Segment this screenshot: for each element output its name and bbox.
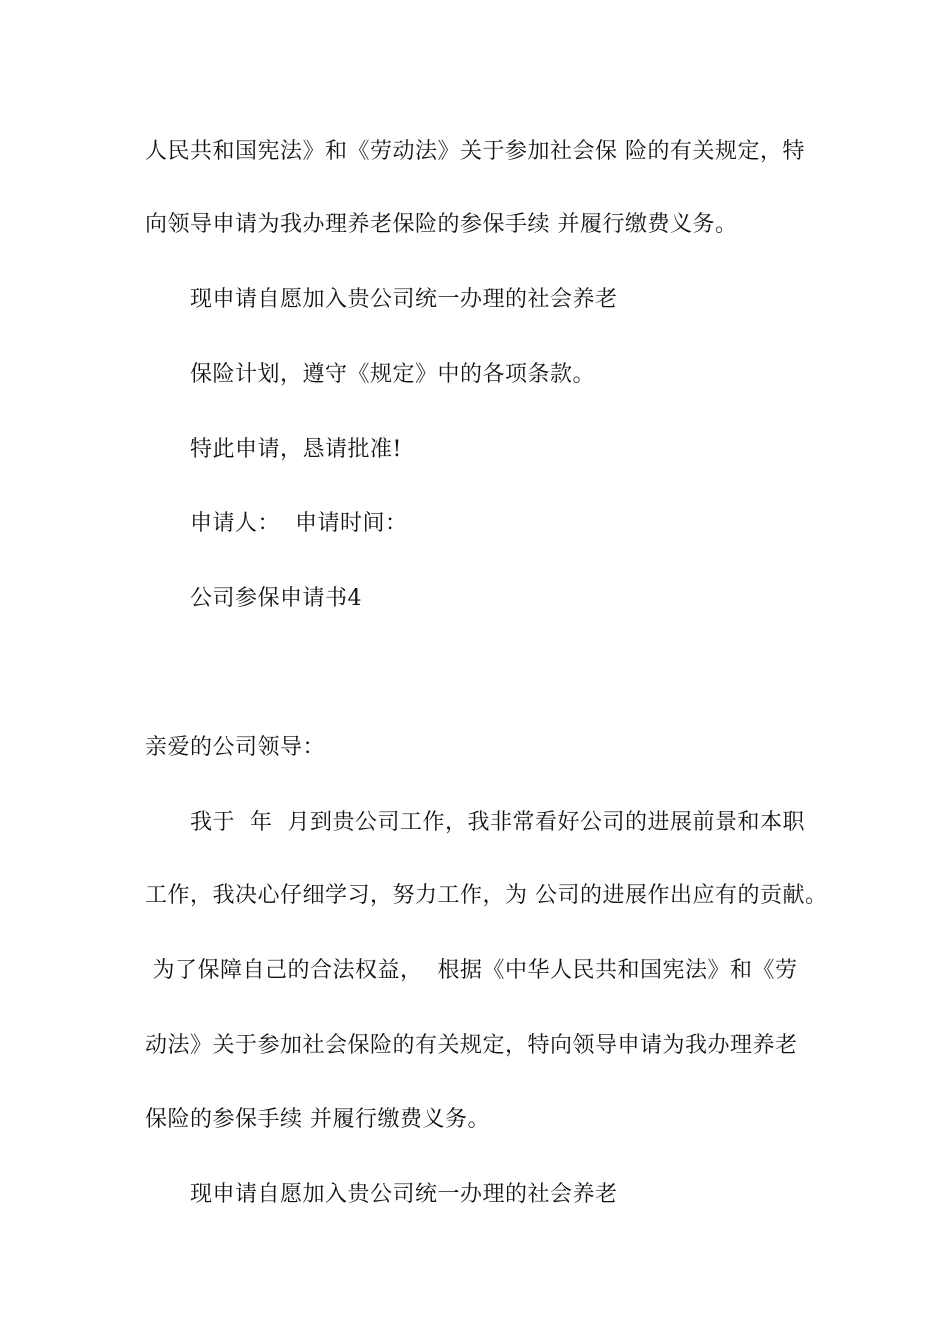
closing-line: 特此申请，恳请批准! [190, 437, 402, 462]
paragraph-line: 为了保障自己的合法权益， 根据《中华人民共和国宪法》和《劳 [145, 958, 798, 983]
signature-line: 申请人： 申请时间： [190, 511, 408, 536]
section-title: 公司参保申请书4 [190, 586, 362, 611]
paragraph-line: 保险的参保手续 并履行缴费义务。 [145, 1107, 490, 1132]
paragraph-line: 人民共和国宪法》和《劳动法》关于参加社会保 险的有关规定，特 [145, 139, 805, 164]
paragraph-line: 向领导申请为我办理养老保险的参保手续 并履行缴费义务。 [145, 212, 738, 237]
paragraph-line: 工作，我决心仔细学习，努力工作，为 公司的进展作出应有的贡献。 [145, 883, 828, 908]
paragraph-line: 现申请自愿加入贵公司统一办理的社会养老 [190, 1182, 618, 1207]
paragraph-line: 我于 年 月到贵公司工作，我非常看好公司的进展前景和本职 [190, 810, 805, 835]
salutation: 亲爱的公司领导： [145, 735, 326, 760]
paragraph-line: 保险计划，遵守《规定》中的各项条款。 [190, 362, 596, 387]
paragraph-line: 动法》关于参加社会保险的有关规定，特向领导申请为我办理养老 [145, 1033, 798, 1058]
paragraph-line: 现申请自愿加入贵公司统一办理的社会养老 [190, 287, 618, 312]
